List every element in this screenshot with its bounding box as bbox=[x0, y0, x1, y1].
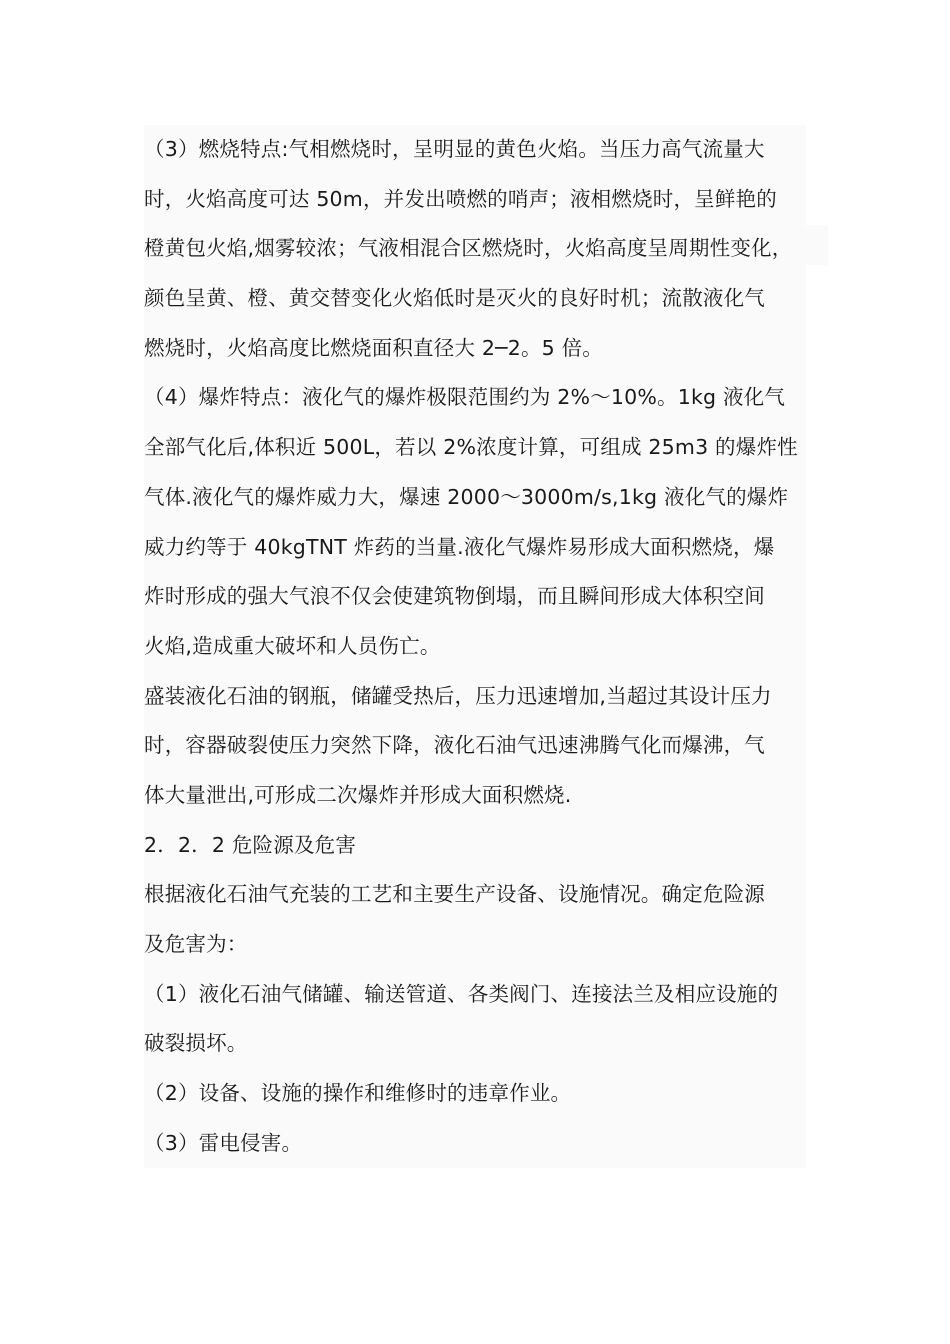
text-line-explosion-5: 炸时形成的强大气浪不仅会使建筑物倒塌，而且瞬间形成大体积空间 bbox=[144, 584, 765, 609]
text-line-hazard-intro-1: 根据液化石油气充装的工艺和主要生产设备、设施情况。确定危险源 bbox=[144, 882, 765, 907]
text-line-explosion-6: 火焰,造成重大破坏和人员伤亡。 bbox=[144, 633, 441, 658]
text-line-explosion-4: 威力约等于 40kgTNT 炸药的当量.液化气爆炸易形成大面积燃烧，爆 bbox=[144, 534, 775, 559]
text-line-cylinder-3: 体大量泄出,可形成二次爆炸并形成大面积燃烧. bbox=[144, 782, 572, 807]
text-line-combustion-1: （3）燃烧特点:气相燃烧时，呈明显的黄色火焰。当压力高气流量大 bbox=[144, 137, 765, 161]
text-line-combustion-4: 颜色呈黄、橙、黄交替变化火焰低时是灭火的良好时机；流散液化气 bbox=[144, 286, 765, 311]
text-line-cylinder-1: 盛装液化石油的钢瓶，储罐受热后，压力迅速增加,当超过其设计压力 bbox=[144, 683, 772, 708]
section-heading: 2．2．2 危险源及危害 bbox=[144, 832, 357, 857]
text-line-combustion-2: 时，火焰高度可达 50m，并发出喷燃的哨声；液相燃烧时，呈鲜艳的 bbox=[144, 186, 777, 211]
text-line-combustion-5: 燃烧时，火焰高度比燃烧面积直径大 2─2。5 倍。 bbox=[144, 335, 604, 360]
text-line-explosion-2: 全部气化后,体积近 500L，若以 2%浓度计算，可组成 25m3 的爆炸性 bbox=[144, 435, 798, 460]
list-item-1-line-2: 破裂损坏。 bbox=[144, 1031, 248, 1056]
list-item-2: （2）设备、设施的操作和维修时的违章作业。 bbox=[144, 1081, 572, 1106]
text-line-cylinder-2: 时，容器破裂使压力突然下降，液化石油气迅速沸腾气化而爆沸，气 bbox=[144, 733, 765, 758]
list-item-1-line-1: （1）液化石油气储罐、输送管道、各类阀门、连接法兰及相应设施的 bbox=[144, 981, 779, 1006]
text-line-explosion-3: 气体.液化气的爆炸威力大，爆速 2000～3000m/s,1kg 液化气的爆炸 bbox=[144, 484, 789, 509]
text-line-explosion-1: （4）爆炸特点：液化气的爆炸极限范围约为 2%～10%。1kg 液化气 bbox=[144, 385, 786, 410]
text-line-hazard-intro-2: 及危害为： bbox=[144, 932, 248, 956]
body-text bbox=[144, 125, 806, 1168]
list-item-3: （3）雷电侵害。 bbox=[144, 1130, 303, 1155]
text-line-combustion-3: 橙黄包火焰,烟雾较浓；气液相混合区燃烧时，火焰高度呈周期性变化， bbox=[144, 236, 793, 261]
text-highlight-edge bbox=[806, 225, 828, 265]
